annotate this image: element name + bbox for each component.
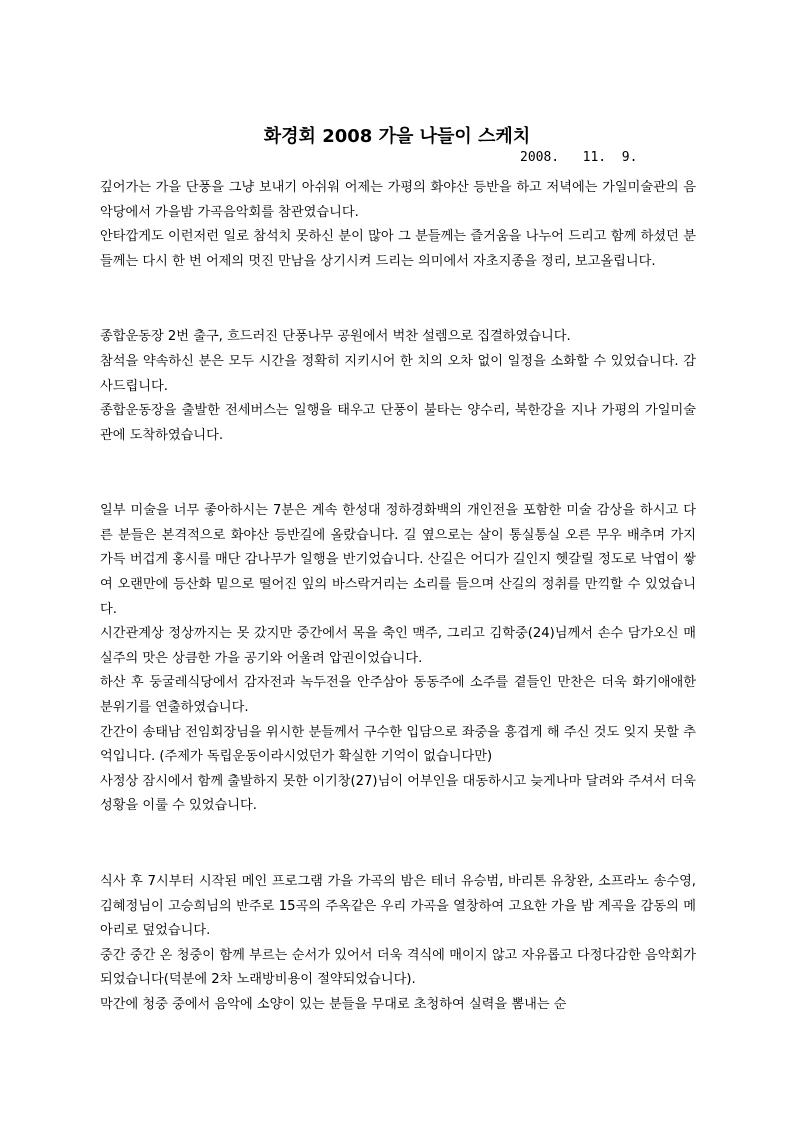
body-paragraph: 식사 후 7시부터 시작된 메인 프로그램 가을 가곡의 밤은 테너 유승범, 바리톤 유창완, 소프라노 송수영, 김혜정님이 고승희님의 반주로 15곡의 주옥같은 우리 가곡을 열창하여 고요한 가을 밤 계곡을 감동의 메아리로 덮었습니다.: [100, 873, 696, 939]
paragraph-spacer: [100, 462, 696, 487]
document-title: 화경회 2008 가을 나들이 스케치: [263, 126, 531, 147]
body-paragraph: 사정상 잠시에서 함께 출발하지 못한 이기창(27)님이 어부인을 대동하시고 늦게나마 달려와 주셔서 더욱 성황을 이룰 수 있었습니다.: [100, 773, 696, 814]
document-date: 2008. 11. 9.: [520, 150, 638, 165]
body-paragraph: 막간에 청중 중에서 음악에 소양이 있는 분들을 무대로 초청하여 실력을 뽐내는 순: [100, 996, 567, 1012]
body-paragraph: 중간 중간 온 청중이 함께 부르는 순서가 있어서 더욱 격식에 매이지 않고 자유롭고 다정다감한 음악회가 되었습니다(덕분에 2차 노래방비용이 절약되었습니다).: [100, 947, 696, 988]
body-paragraph: 종합운동장 2번 출구, 흐드러진 단풍나무 공원에서 벅찬 설렘으로 집결하였습니다.: [100, 329, 571, 345]
paragraph-spacer: [100, 832, 696, 857]
body-paragraph: 일부 미술을 너무 좋아하시는 7분은 계속 한성대 정하경화백의 개인전을 포함한 미술 감상을 하시고 다른 분들은 본격적으로 화야산 등반길에 올랐습니다. 길 옆으로는 살이 통실통실 오른 무우 배추며 가지 가득 버겁게 홍시를 매단 감나무가 일행을 반기었습니다. 산길은 어디가 길인지 헷갈릴 정도로 낙엽이 쌓여 오랜만에 등산화 밑으로 떨어진 잎의 바스락거리는 소리를 들으며 산길의 정취를 만끽할 수 있었습니다.: [100, 503, 696, 617]
document-body: [100, 176, 696, 1018]
body-paragraph: 참석을 약속하신 분은 모두 시간을 정확히 지키시어 한 치의 오차 없이 일정을 소화할 수 있었습니다. 감사드립니다.: [100, 353, 696, 394]
body-paragraph: 깊어가는 가을 단풍을 그냥 보내기 아쉬워 어제는 가평의 화야산 등반을 하고 저녁에는 가일미술관의 음악당에서 가을밤 가곡음악회를 참관였습니다.: [100, 180, 696, 220]
body-paragraph: 안타깝게도 이런저런 일로 참석치 못하신 분이 많아 그 분들께는 즐거움을 나누어 드리고 함께 하셨던 분들께는 다시 한 번 어제의 멋진 만남을 상기시켜 드리는 의미에서 자초지종을 정리, 보고올립니다.: [100, 229, 696, 269]
body-paragraph: 종합운동장을 출발한 전세버스는 일행을 태우고 단풍이 불타는 양수리, 북한강을 지나 가평의 가일미술관에 도착하였습니다.: [100, 403, 696, 443]
body-paragraph: 시간관계상 정상까지는 못 갔지만 중간에서 목을 축인 맥주, 그리고 김학중(24)님께서 손수 담가오신 매실주의 맛은 상큼한 가을 공기와 어울려 압권이었습니다.: [100, 626, 696, 666]
body-paragraph: 간간이 송태남 전임회장님을 위시한 분들께서 구수한 입담으로 좌중을 흥겹게 해 주신 것도 잊지 못할 추억입니다. (주제가 독립운동이라시었던가 확실한 기억이 없습니다만): [100, 724, 696, 765]
body-paragraph: 하산 후 둥굴레식당에서 감자전과 녹두전을 안주삼아 동동주에 소주를 곁들인 만찬은 더욱 화기애애한 분위기를 연출하였습니다.: [100, 675, 696, 716]
paragraph-spacer: [100, 288, 696, 313]
